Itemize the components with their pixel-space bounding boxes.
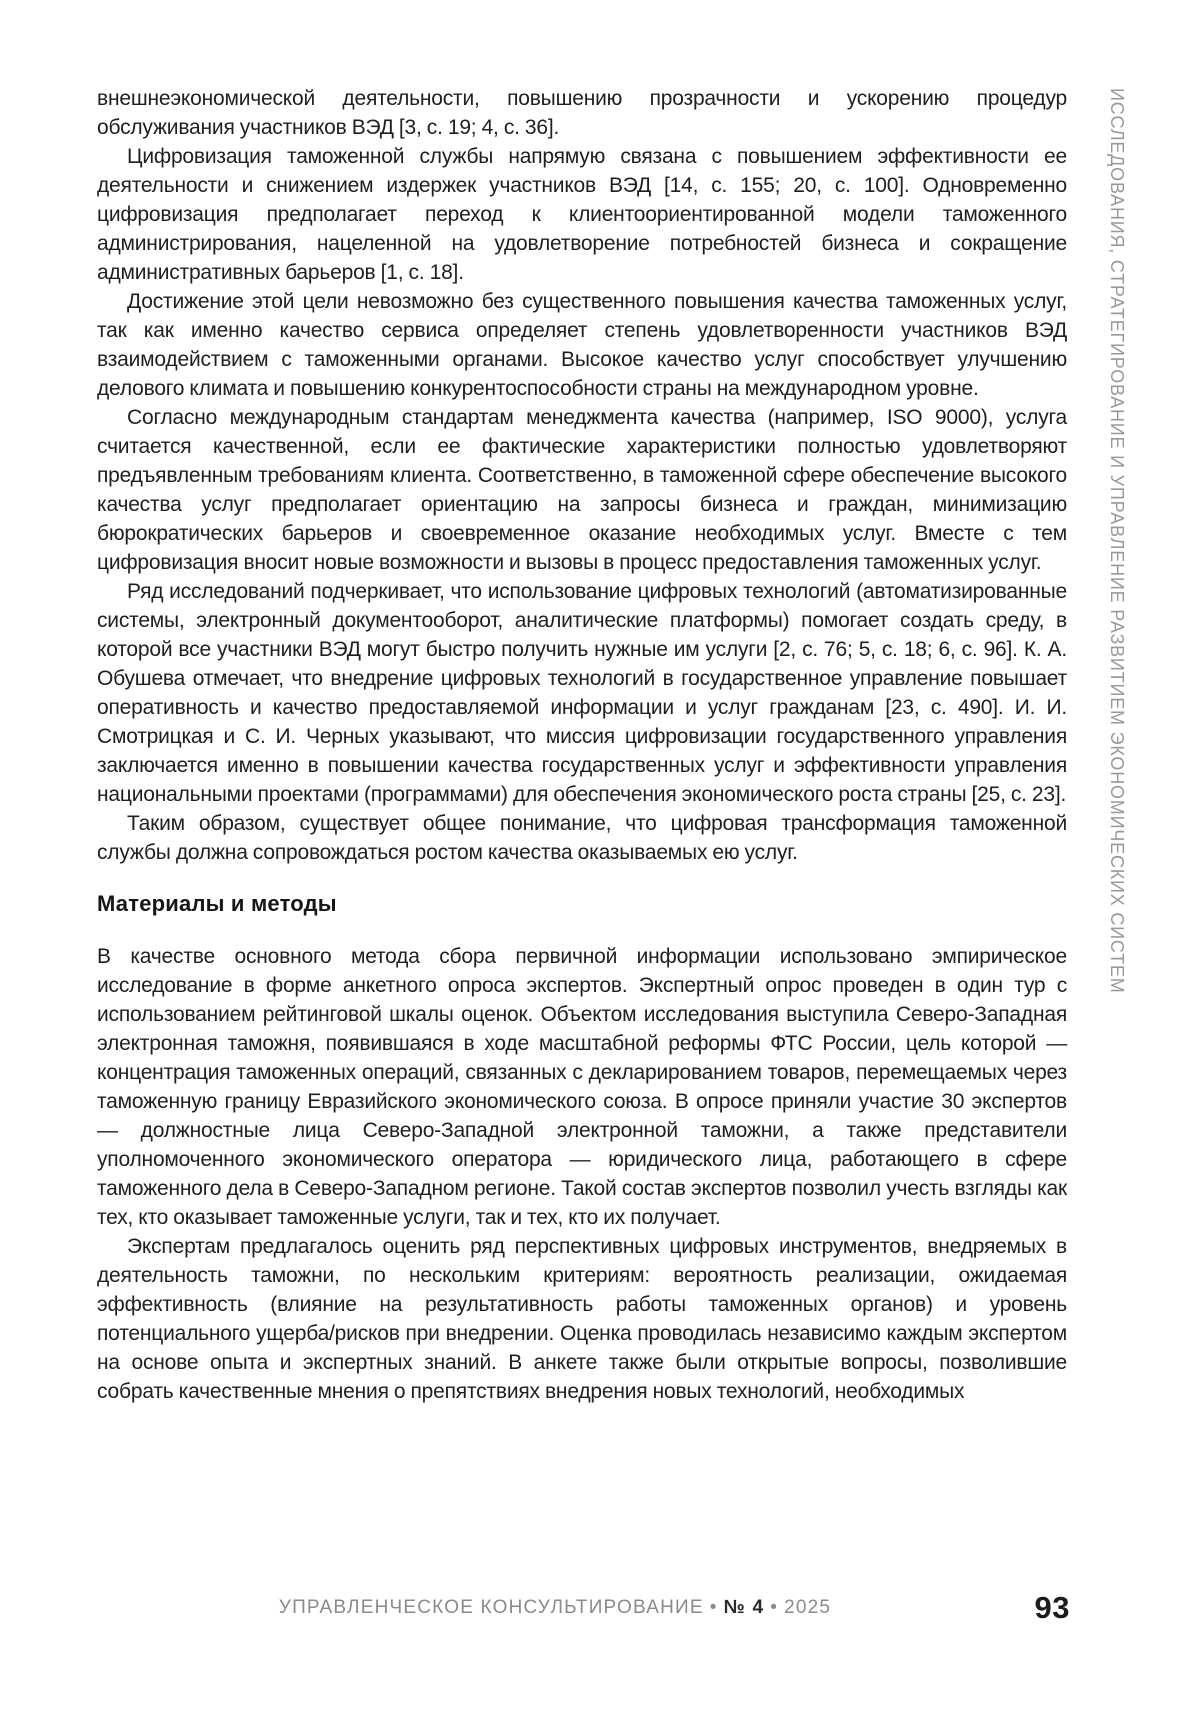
article-body [97, 84, 1067, 1406]
article-paragraph-5: Ряд исследований подчеркивает, что использование цифровых технологий (автоматизированные системы, электронный документооборот, аналитические платформы) помогает создать среду, в которой все участники ВЭД могут быстро получить нужные им услуги [2, с. 76; 5, с. 18; 6, с. 96]. К. А. Обушева отмечает, что внедрение цифровых технологий в государственное управление повышает оперативность и качество предоставляемой информации и услуг гражданам [23, с. 490]. И. И. Смотрицкая и С. И. Черных указывают, что миссия цифровизации государственного управления заключается именно в повышении качества государственных услуг и эффективности управления национальными проектами (программами) для обеспечения экономического роста страны [25, с. 23]. [97, 580, 1067, 806]
issue-number: № 4 [723, 1597, 765, 1618]
footer-bullet-2: • [770, 1597, 779, 1618]
footer-bullet-1: • [709, 1597, 718, 1618]
journal-footer [70, 1597, 1040, 1619]
journal-title: УПРАВЛЕНЧЕСКОЕ КОНСУЛЬТИРОВАНИЕ [278, 1597, 704, 1618]
article-paragraph-3: Достижение этой цели невозможно без существенного повышения качества таможенных услуг, так как именно качество сервиса определяет степень удовлетворенности участников ВЭД взаимодействием с таможенными органами. Высокое качество услуг способствует улучшению делового климата и повышению конкурентоспособности страны на международном уровне. [97, 290, 1067, 400]
page-number: 93 [1034, 1590, 1070, 1625]
article-paragraph-6: Таким образом, существует общее понимание, что цифровая трансформация таможенной службы должна сопровождаться ростом качества оказываемых ею услуг. [97, 812, 1067, 864]
article-paragraph-4: Согласно международным стандартам менеджмента качества (например, ISO 9000), услуга считается качественной, если ее фактические характеристики полностью удовлетворяют предъявленным требованиям клиента. Соответственно, в таможенной сфере обеспечение высокого качества услуг предполагает ориентацию на запросы бизнеса и граждан, минимизацию бюрократических барьеров и своевременное оказание необходимых услуг. Вместе с тем цифровизация вносит новые возможности и вызовы в процесс предоставления таможенных услуг. [97, 406, 1067, 574]
methods-paragraph-1: В качестве основного метода сбора первичной информации использовано эмпирическое исследование в форме анкетного опроса экспертов. Экспертный опрос проведен в один тур с использованием рейтинговой шкалы оценок. Объектом исследования выступила Северо-Западная электронная таможня, появившаяся в ходе масштабной реформы ФТС России, цель которой — концентрация таможенных операций, связанных с декларированием товаров, перемещаемых через таможенную границу Евразийского экономического союза. В опросе приняли участие 30 экспертов — должностные лица Северо-Западной электронной таможни, а также представители уполномоченного экономического оператора — юридического лица, работающего в сфере таможенного дела в Северо-Западном регионе. Такой состав экспертов позволил учесть взгляды как тех, кто оказывает таможенные услуги, так и тех, кто их получает. [97, 945, 1067, 1229]
article-paragraph-2: Цифровизация таможенной службы напрямую связана с повышением эффективности ее деятельности и снижением издержек участников ВЭД [14, с. 155; 20, с. 100]. Одновременно цифровизация предполагает переход к клиентоориентированной модели таможенного администрирования, нацеленной на удовлетворение потребностей бизнеса и сокращение административных барьеров [1, с. 18]. [97, 145, 1067, 284]
methods-paragraph-2: Экспертам предлагалось оценить ряд перспективных цифровых инструментов, внедряемых в деятельность таможни, по нескольким критериям: вероятность реализации, ожидаемая эффективность (влияние на результативность работы таможенных органов) и уровень потенциального ущерба/рисков при внедрении. Оценка проводилась независимо каждым экспертом на основе опыта и экспертных знаний. В анкете также были открытые вопросы, позволившие собрать качественные мнения о препятствиях внедрения новых технологий, необходимых [97, 1235, 1067, 1403]
section-heading-materials-and-methods: Материалы и методы [97, 891, 337, 916]
section-vertical-label: ИССЛЕДОВАНИЯ, СТРАТЕГИРОВАНИЕ И УПРАВЛЕНИЕ РАЗВИТИЕМ ЭКОНОМИЧЕСКИХ СИСТЕМ [1107, 88, 1127, 994]
article-paragraph-1: внешнеэкономической деятельности, повышению прозрачности и ускорению процедур обслуживания участников ВЭД [3, с. 19; 4, с. 36]. [97, 87, 1067, 139]
journal-year: 2025 [784, 1597, 832, 1618]
